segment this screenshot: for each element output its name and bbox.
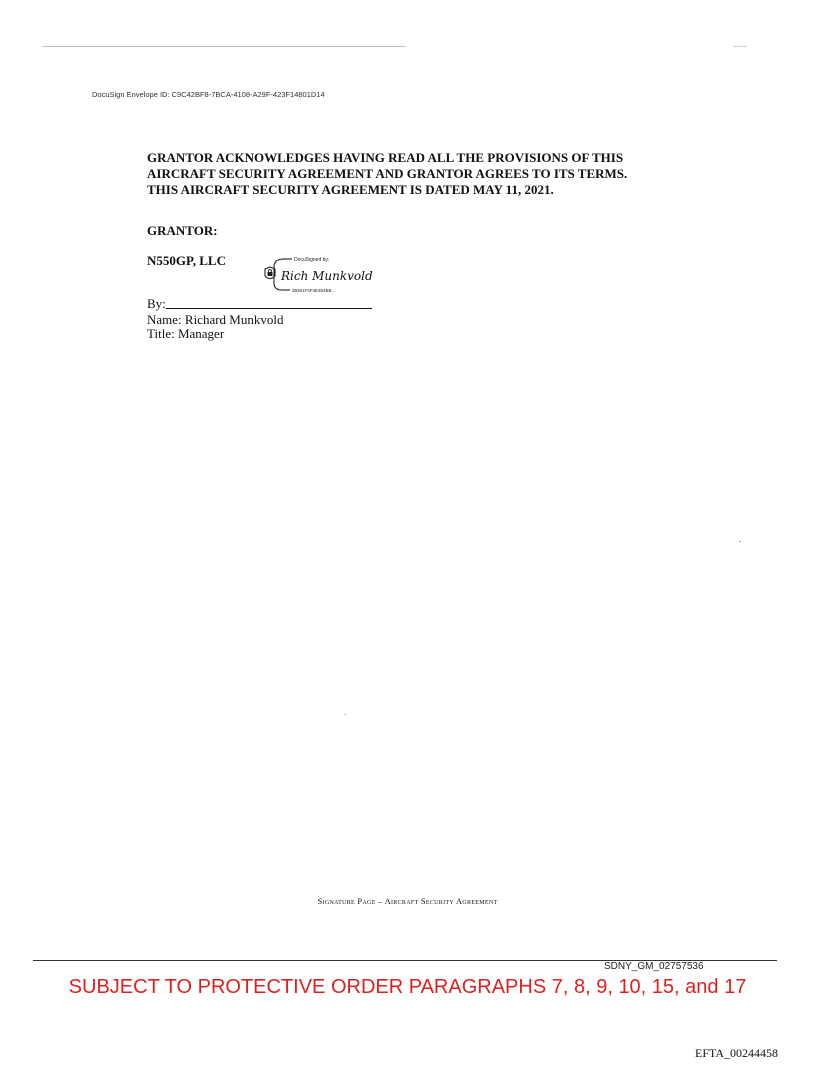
protective-order-notice: SUBJECT TO PROTECTIVE ORDER PARAGRAPHS 7, 8, 9, 10, 15, and 17 <box>68 976 747 998</box>
top-scan-mark <box>733 46 747 47</box>
by-label: By: <box>147 296 166 311</box>
signer-name: Name: Richard Munkvold <box>147 312 284 327</box>
acknowledgement-line-3: THIS AIRCRAFT SECURITY AGREEMENT IS DATED MAY 11, 2021. <box>147 182 554 197</box>
docusigned-by-label: DocuSigned by: <box>294 257 330 263</box>
efta-id: EFTA_00244458 <box>695 1046 779 1060</box>
docusign-envelope-id: DocuSign Envelope ID: C9C42BF8-7BCA-4108-A29F-423F14801D14 <box>92 90 325 99</box>
signature-line <box>166 308 372 309</box>
acknowledgement-line-1: GRANTOR ACKNOWLEDGES HAVING READ ALL THE PROVISIONS OF THIS <box>147 150 624 165</box>
signature-id: 38351F4F4E354BB... <box>292 288 336 293</box>
grantor-label: GRANTOR: <box>147 223 218 238</box>
top-scan-rule <box>42 46 406 47</box>
handwritten-signature: Rich Munkvold <box>281 269 373 283</box>
acknowledgement-paragraph <box>147 150 667 198</box>
signer-title: Title: Manager <box>147 326 225 341</box>
scan-speck <box>739 541 741 542</box>
bates-number: SDNY_GM_02757536 <box>604 961 704 972</box>
scan-speck <box>344 714 346 715</box>
signature-bracket-graphic <box>260 253 380 295</box>
docusign-signature-block <box>260 253 380 295</box>
page-footer-label: Signature Page – Aircraft Security Agreement <box>317 896 498 906</box>
bates-rule-left <box>33 960 513 961</box>
grantor-entity-name: N550GP, LLC <box>147 253 226 268</box>
acknowledgement-line-2: AIRCRAFT SECURITY AGREEMENT AND GRANTOR AGREES TO ITS TERMS. <box>147 166 628 181</box>
